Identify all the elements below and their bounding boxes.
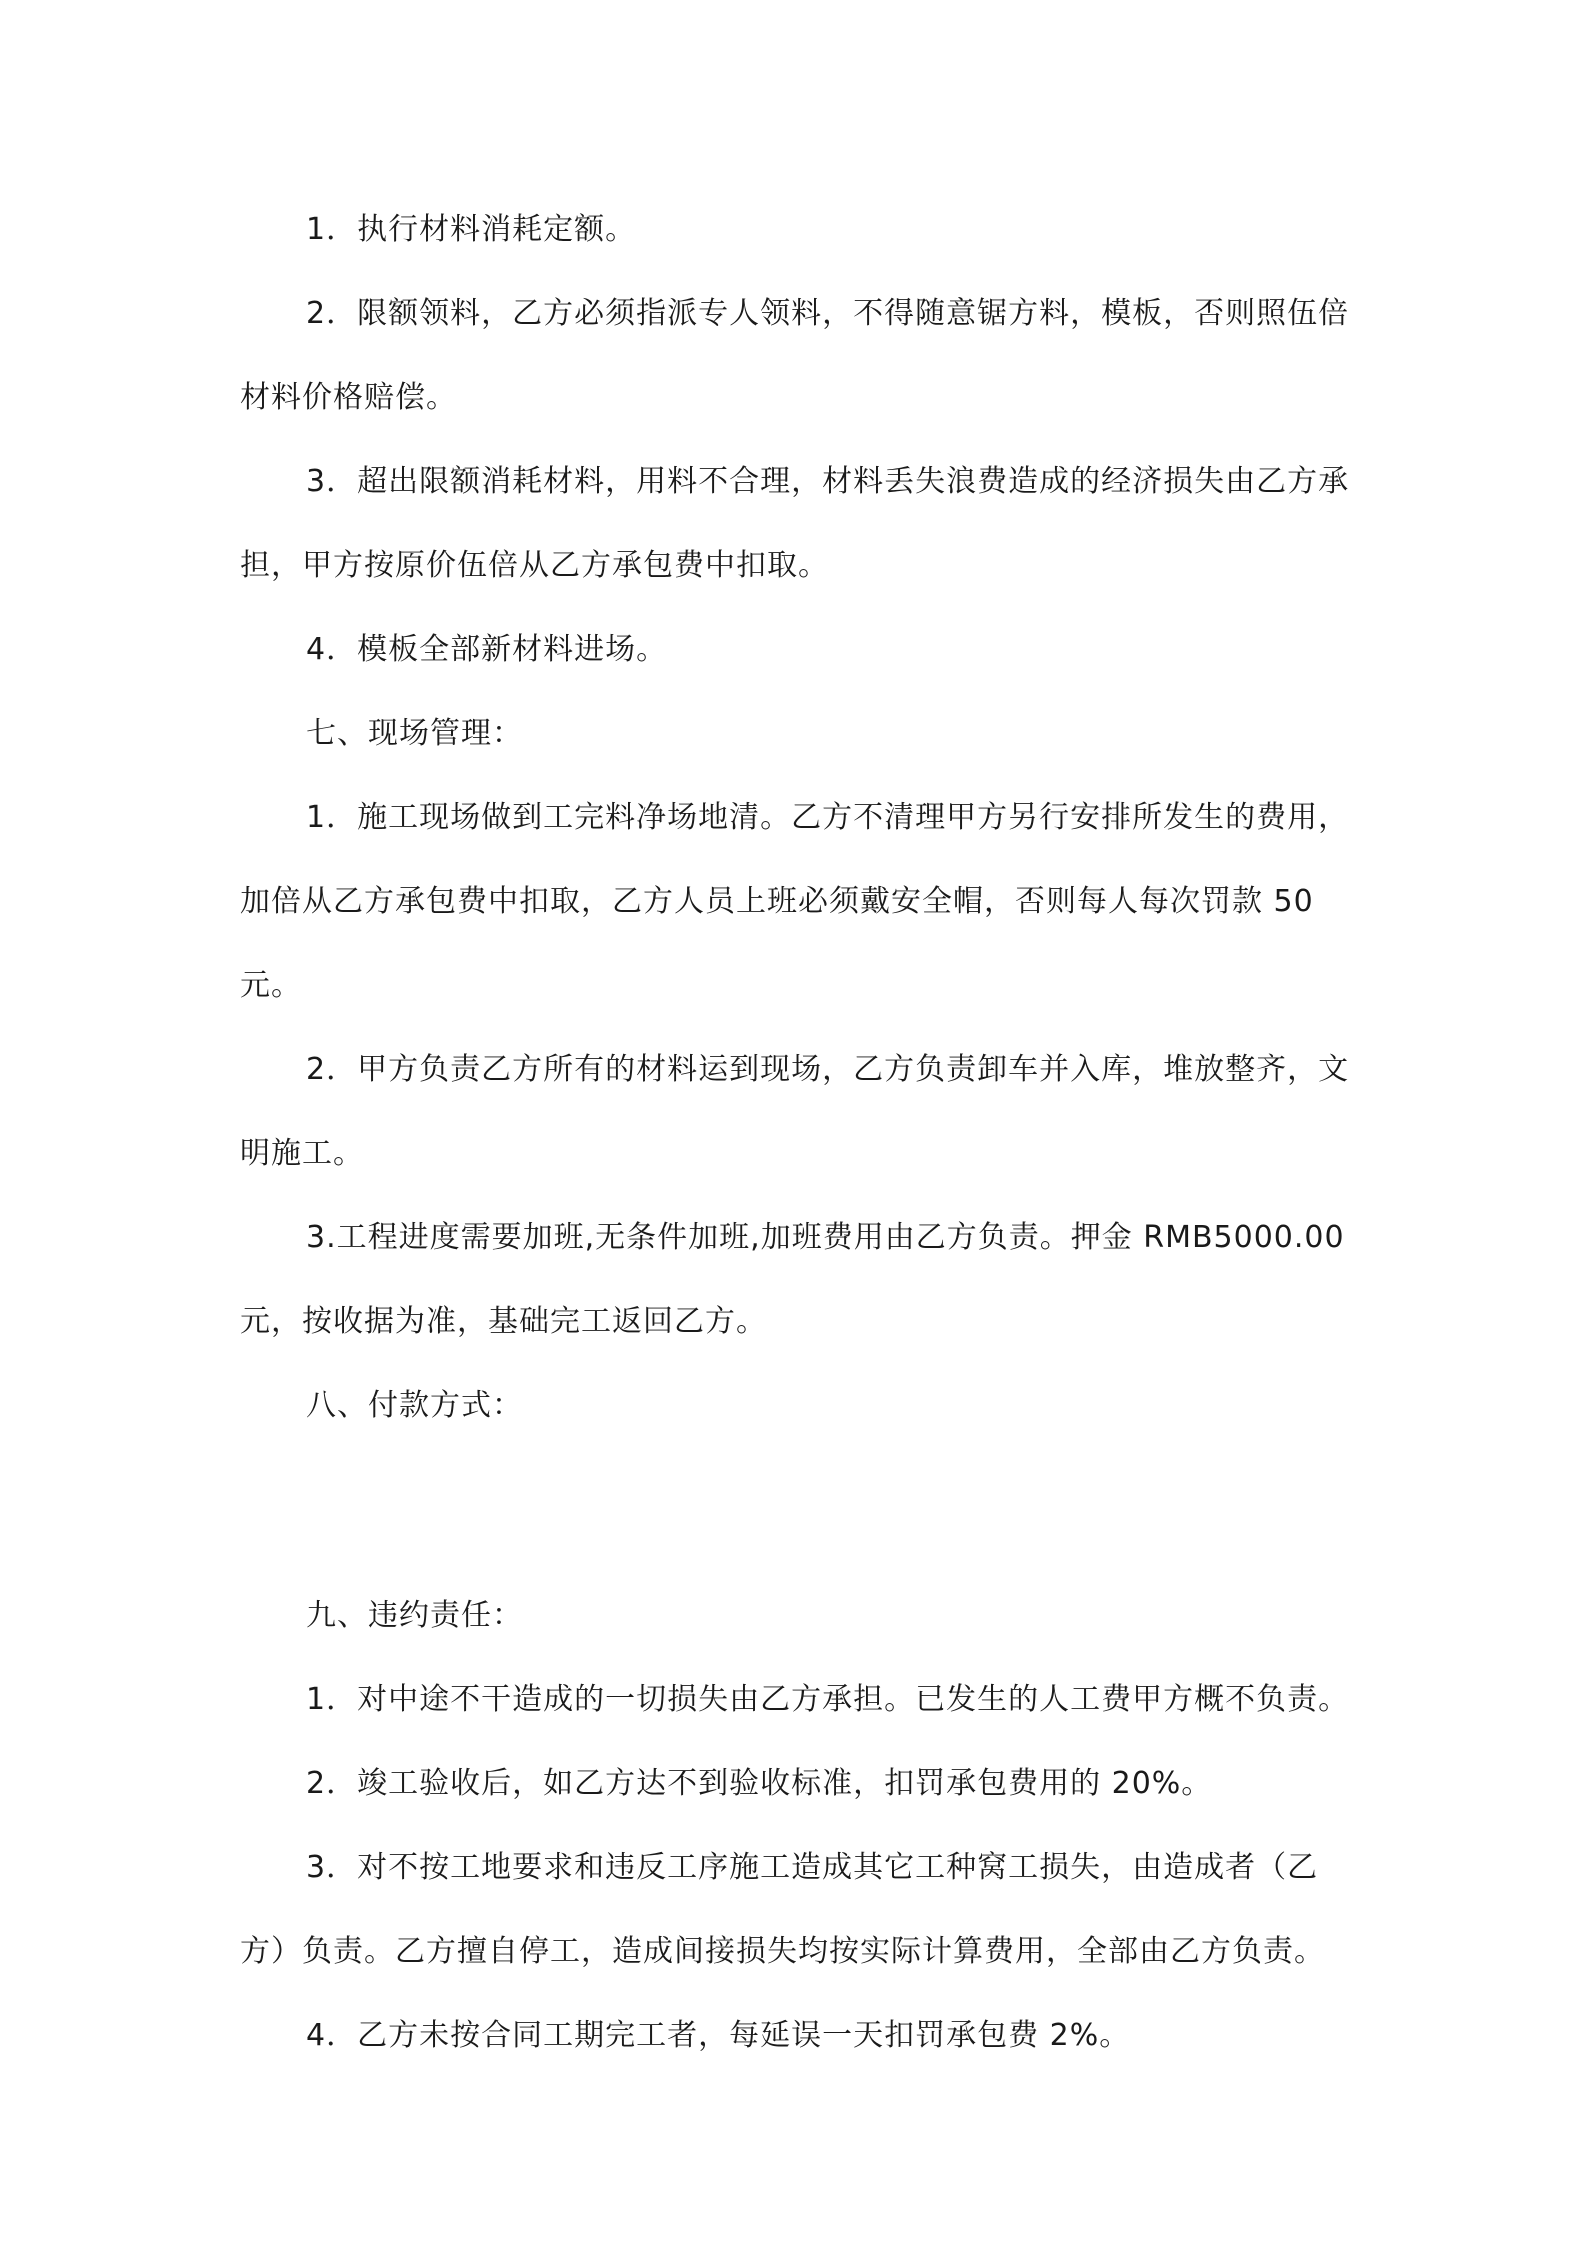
section-heading-payment-method xyxy=(240,1364,1350,1448)
paragraph-material-quota xyxy=(240,188,1350,272)
paragraph-text: 1．执行材料消耗定额。 xyxy=(306,212,637,247)
paragraph-text: 3．对不按工地要求和违反工序施工造成其它工种窝工损失，由造成者（乙方）负责。乙方擅自停工，造成间接损失均按实际计算费用，全部由乙方负责。 xyxy=(240,1850,1325,1969)
paragraph-text: 1．施工现场做到工完料净场地清。乙方不清理甲方另行安排所发生的费用，加倍从乙方承包费中扣取，乙方人员上班必须戴安全帽，否则每人每次罚款 50 元。 xyxy=(240,800,1350,1003)
paragraph-procedure-violation xyxy=(240,1826,1350,1994)
paragraph-text: 1．对中途不干造成的一切损失由乙方承担。已发生的人工费甲方概不负责。 xyxy=(306,1682,1350,1717)
paragraph-text: 2．限额领料，乙方必须指派专人领料，不得随意锯方料，模板，否则照伍倍材料价格赔偿。 xyxy=(240,296,1350,415)
section-heading-site-management xyxy=(240,692,1350,776)
paragraph-text: 2．竣工验收后，如乙方达不到验收标准，扣罚承包费用的 20%。 xyxy=(306,1766,1213,1801)
paragraph-material-transport xyxy=(240,1028,1350,1196)
paragraph-acceptance-penalty xyxy=(240,1742,1350,1826)
paragraph-text: 4．模板全部新材料进场。 xyxy=(306,632,668,667)
paragraph-delay-penalty xyxy=(240,1994,1350,2078)
paragraph-text: 3.工程进度需要加班,无条件加班,加班费用由乙方负责。押金 RMB5000.00 元，按收据为准，基础完工返回乙方。 xyxy=(240,1220,1345,1339)
heading-text: 七、现场管理： xyxy=(306,716,523,751)
paragraph-midway-quit xyxy=(240,1658,1350,1742)
heading-text: 九、违约责任： xyxy=(306,1598,523,1633)
paragraph-text: 2．甲方负责乙方所有的材料运到现场，乙方负责卸车并入库，堆放整齐，文明施工。 xyxy=(240,1052,1350,1171)
paragraph-overtime-deposit xyxy=(240,1196,1350,1364)
paragraph-new-formwork xyxy=(240,608,1350,692)
paragraph-text: 4．乙方未按合同工期完工者，每延误一天扣罚承包费 2%。 xyxy=(306,2018,1131,2053)
paragraph-text: 3．超出限额消耗材料，用料不合理，材料丢失浪费造成的经济损失由乙方承担，甲方按原价伍倍从乙方承包费中扣取。 xyxy=(240,464,1350,583)
heading-text: 八、付款方式： xyxy=(306,1388,523,1423)
paragraph-excess-consumption xyxy=(240,440,1350,608)
paragraph-site-cleanliness xyxy=(240,776,1350,1028)
paragraph-limited-material xyxy=(240,272,1350,440)
section-heading-breach-liability xyxy=(240,1574,1350,1658)
